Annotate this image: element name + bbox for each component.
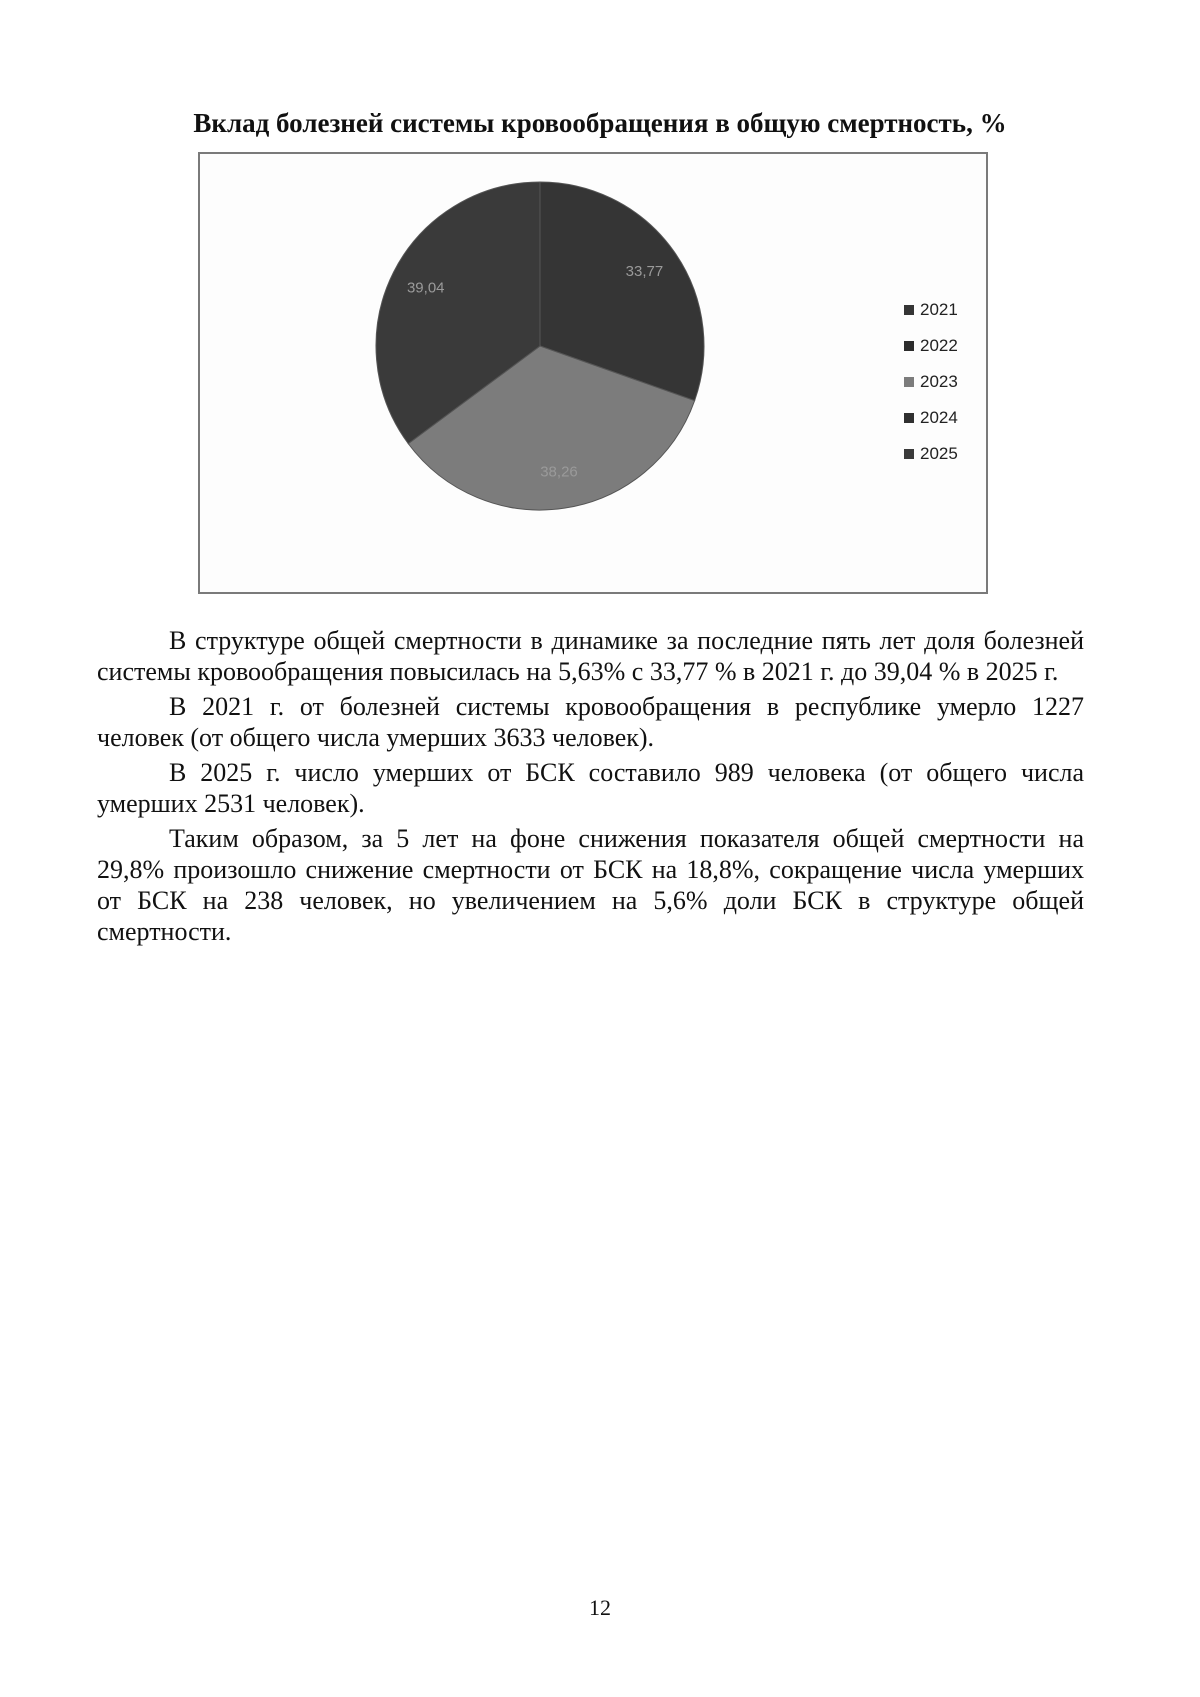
data-label-2023: 38,26 (540, 463, 578, 481)
paragraph-1: В структуре общей смертности в динамике за последние пять лет доля болезней системы кровообращения повысилась на 5,63% с 33,77 % в 2021 г. до 39,04 % в 2025 г. (97, 626, 1084, 686)
legend-swatch (904, 377, 914, 387)
data-label-2021: 33,77 (625, 263, 664, 281)
paragraph-3: В 2025 г. число умерших от БСК составило 989 человека (от общего числа умерших 2531 человек). (97, 758, 1084, 818)
paragraph-2: В 2021 г. от болезней системы кровообращения в республике умерло 1227 человек (от общего числа умерших 3633 человек). (97, 692, 1084, 752)
legend-label: 2023 (920, 372, 958, 391)
body-text (97, 625, 1084, 951)
legend-label: 2024 (920, 408, 958, 427)
chart-frame (198, 152, 988, 594)
legend-label: 2021 (920, 300, 958, 319)
legend-swatch (904, 305, 914, 315)
page-number: 12 (589, 1595, 611, 1620)
legend-swatch (904, 341, 914, 351)
legend-swatch (904, 413, 914, 423)
legend-item-2022 (904, 328, 958, 364)
legend-swatch (904, 449, 914, 459)
legend-label: 2022 (920, 336, 958, 355)
legend-item-2025 (904, 436, 958, 472)
chart-legend (904, 292, 958, 472)
legend-item-2023 (904, 364, 958, 400)
pie-chart (200, 154, 986, 592)
chart-title: Вклад болезней системы кровообращения в общую смертность, % (193, 108, 1007, 138)
data-label-2025: 39,04 (406, 279, 445, 297)
legend-item-2021 (904, 292, 958, 328)
legend-label: 2025 (920, 444, 958, 463)
legend-item-2024 (904, 400, 958, 436)
paragraph-4: Таким образом, за 5 лет на фоне снижения показателя общей смертности на 29,8% произошло снижение смертности от БСК на 18,8%, сокращение числа умерших от БСК на 238 человек, но увеличением на 5,6% доли БСК в структуре общей смертности. (97, 824, 1084, 946)
